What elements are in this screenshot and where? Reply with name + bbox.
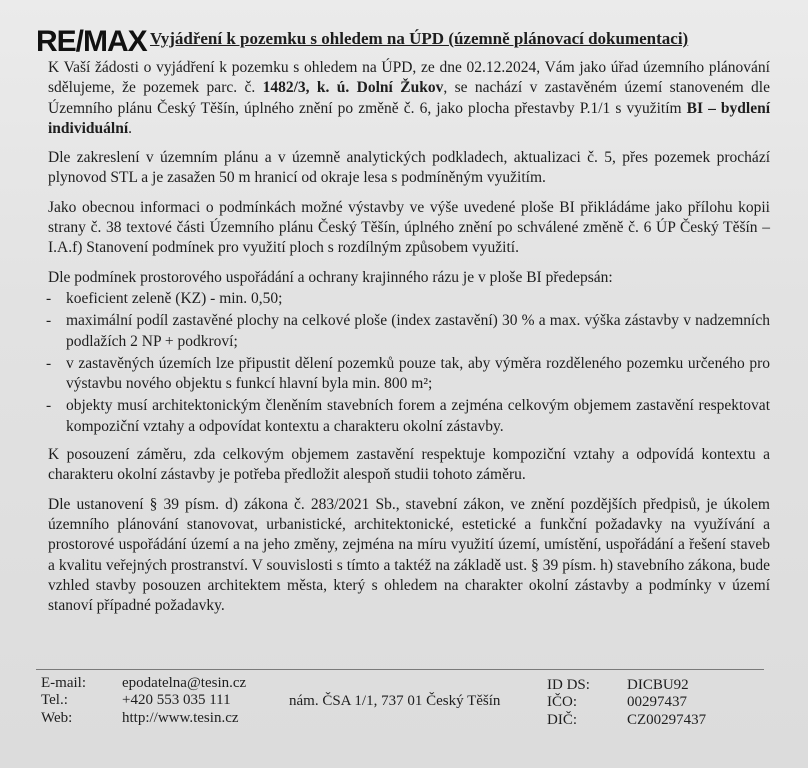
web-value[interactable]: http://www.tesin.cz xyxy=(122,710,239,726)
list-item: - koeficient zeleně (KZ) - min. 0,50; xyxy=(0,289,770,309)
list-item: - maximální podíl zastavěné plochy na celkové ploše (index zastavění) 30 % a max. výška zástavby v nadzemních podlažích 2 NP + podkroví; xyxy=(0,311,770,352)
idds-value: DICBU92 xyxy=(627,677,689,693)
web-label: Web: xyxy=(41,710,73,726)
list-item: - v zastavěných územích lze připustit dělení pozemků pouze tak, aby výměra rozděleného pozemku určeného pro výstavbu nového objektu s funkcí hlavní byla min. 800 m²; xyxy=(0,354,770,395)
dic-label: DIČ: xyxy=(547,712,577,728)
tel-label: Tel.: xyxy=(41,692,68,708)
document-heading: Vyjádření k pozemku s ohledem na ÚPD (územně plánovací dokumentaci) xyxy=(150,29,689,48)
land-use-type: BI – bydlení individuální xyxy=(48,99,770,137)
tel-value: +420 553 035 111 xyxy=(122,692,231,708)
ico-value: 00297437 xyxy=(627,694,687,710)
paragraph-gas-pipeline: Dle zakreslení v územním plánu a v územně analytických podkladech, aktualizaci č. 5, přes pozemek prochází plynovod STL a je zasažen 50 m hranicí od okraje lesa s podmíněným využitím. xyxy=(48,149,770,187)
paragraph-attachment-info: Jako obecnou informaci o podmínkách možné výstavby ve výše uvedené ploše BI přikládáme jako přílohu kopii strany č. 38 textové části Územního plánu Český Těšín, úplného znění po schválené změně č. 6 ÚP Český Těšín – I.A.f) Stanovení podmínek pro využití ploch s rozdílným způsobem využití. xyxy=(48,198,770,257)
address: nám. ČSA 1/1, 737 01 Český Těšín xyxy=(289,693,501,709)
email-value[interactable]: epodatelna@tesin.cz xyxy=(122,675,247,691)
paragraph-legal-basis: Dle ustanovení § 39 písm. d) zákona č. 283/2021 Sb., stavební zákon, ve znění pozdějších předpisů, je úkolem územního plánování stanovovat, urbanistické, architektonické, estetické a funkční požadavky na využívání a prostorové uspořádání území a na jeho změny, zejména na míru využití území, umístění, uspořádání a řešení staveb a kvalitu veřejných prostranství. V souvislosti s tímto a taktéž na základě ust. § 39 písm. h) stavebního zákona, bude vzhled stavby posouzen architektem města, který s ohledem na charakter okolní zástavby a podmínky v území stanoví případné požadavky. xyxy=(48,495,770,615)
dic-value: CZ00297437 xyxy=(627,712,707,728)
paragraph-request: K Vaší žádosti o vyjádření k pozemku s ohledem na ÚPD, ze dne 02.12.2024, Vám jako úřad územního plánování sdělujeme, že pozemek parc. č. 1482/3, k. ú. Dolní Žukov, se nachází v zastavěném území stanoveném dle Územního plánu Český Těšín, úplného znění po změně č. 6, jako plocha přestavby P.1/1 s využitím BI – bydlení individuální. xyxy=(48,59,770,137)
paragraph-conditions-intro: Dle podmínek prostorového uspořádání a ochrany krajinného rázu je v ploše BI předepsán: xyxy=(48,268,613,286)
remax-logo: RE/MAX xyxy=(36,25,147,58)
email-label: E-mail: xyxy=(41,675,86,691)
ico-label: IČO: xyxy=(547,694,577,710)
parcel-number: 1482/3, k. ú. Dolní Žukov xyxy=(262,79,444,97)
idds-label: ID DS: xyxy=(547,677,590,693)
paragraph-study-requirement: K posouzení záměru, zda celkovým objemem zastavění respektuje kompoziční vztahy a odpovídá kontextu a charakteru okolní zástavby je potřeba předložit alespoň studii tohoto záměru. xyxy=(48,446,770,484)
list-item: - objekty musí architektonickým členěním stavebních forem a zejména celkovým objemem zastavění respektovat kompoziční vztahy a odpovídat kontextu a charakteru okolní zástavby. xyxy=(0,396,770,437)
